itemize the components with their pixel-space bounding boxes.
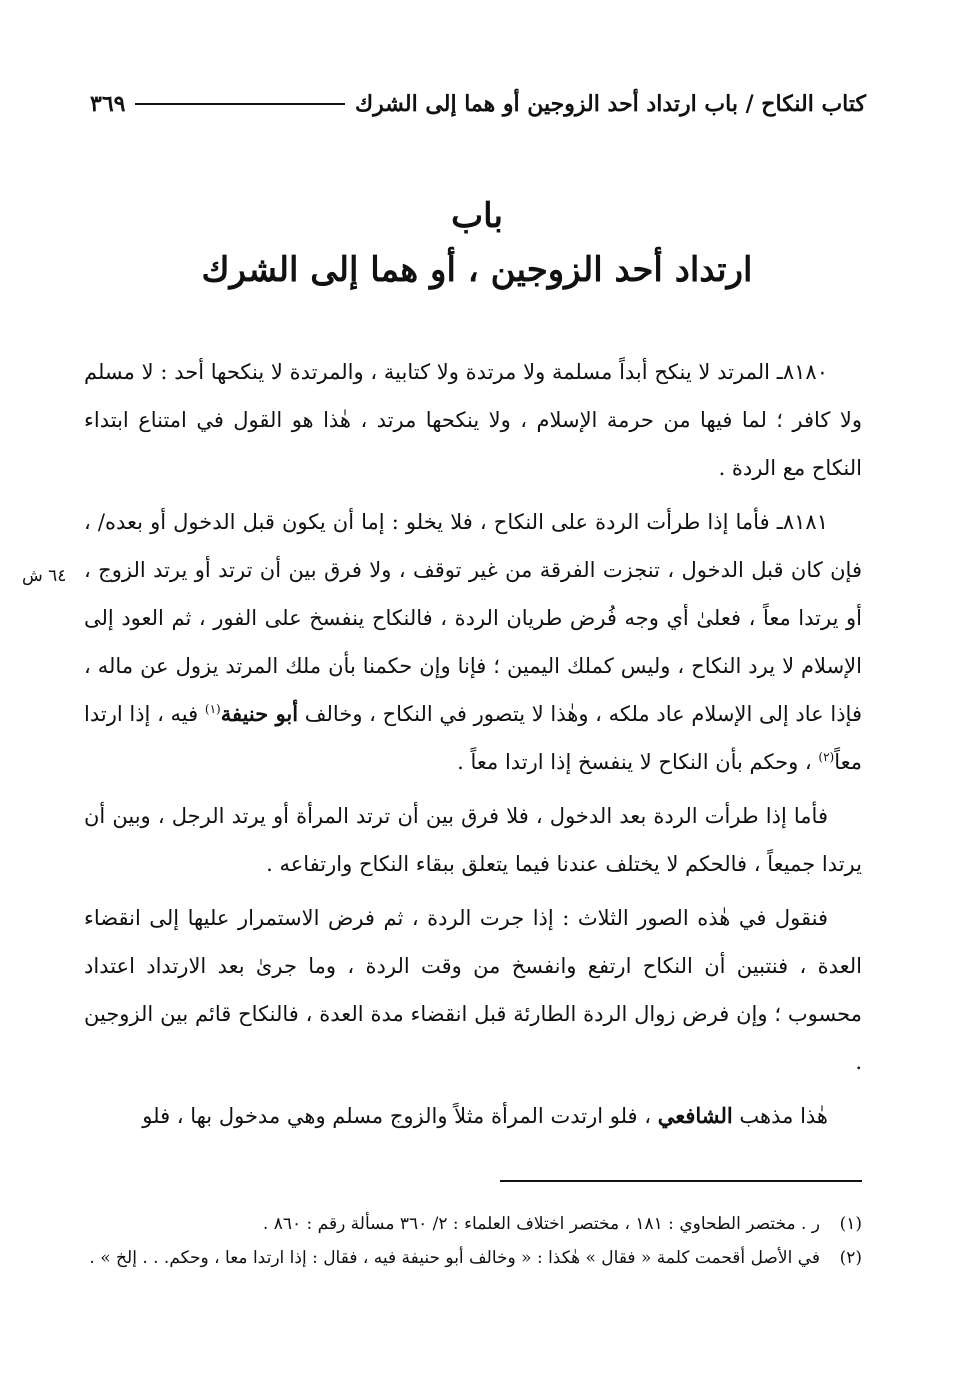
paragraph-8181 xyxy=(84,498,862,786)
paragraph-text: فيه ، إذا ارتدا معاً xyxy=(84,702,862,774)
margin-note: ٦٤ ش xyxy=(22,566,67,586)
scholar-name: الشافعي xyxy=(657,1103,733,1128)
chapter-label: باب xyxy=(451,196,503,236)
footnote-2 xyxy=(84,1242,862,1274)
paragraph-after-consummation: فأما إذا طرأت الردة بعد الدخول ، فلا فرق بين أن ترتد المرأة أو يرتد الرجل ، وبين أن يرتدا جميعاً ، فالحكم لا يختلف عندنا فيما يتعلق ببقاء النكاح وارتفاعه . xyxy=(84,804,862,876)
footnote-ref-2[interactable]: (٢) xyxy=(818,750,835,764)
scholar-name: أبو حنيفة xyxy=(220,701,299,726)
paragraph-shafii-doctrine xyxy=(84,1092,862,1140)
footnote-1 xyxy=(84,1208,862,1240)
body-text xyxy=(84,348,862,1146)
paragraph-8180: ٨١٨٠ـ المرتد لا ينكح أبداً مسلمة ولا مرتدة ولا كتابية ، والمرتدة لا ينكحها أحد : لا مسلم ولا كافر ؛ لما فيها من حرمة الإسلام ، ولا ينكحها مرتد ، هٰذا هو القول في امتناع ابتداء النكاح مع الردة . xyxy=(84,360,862,480)
footnotes xyxy=(84,1208,862,1276)
paragraph-text: هٰذا مذهب xyxy=(732,1104,828,1128)
footnote-rule xyxy=(500,1180,862,1182)
page-number: ٣٦٩ xyxy=(90,91,126,117)
footnote-number: (١) xyxy=(839,1214,862,1234)
running-header xyxy=(90,84,866,124)
running-header-title: كتاب النكاح / باب ارتداد أحد الزوجين أو هما إلى الشرك xyxy=(355,91,866,117)
chapter-title: ارتداد أحد الزوجين ، أو هما إلى الشرك xyxy=(201,250,753,290)
header-rule xyxy=(135,103,345,105)
paragraph-text: ، وحكم بأن النكاح لا ينفسخ إذا ارتدا معاً . xyxy=(457,750,819,774)
paragraph-three-cases: فنقول في هٰذه الصور الثلاث : إذا جرت الردة ، ثم فرض الاستمرار عليها إلى انقضاء العدة ، فنتبين أن النكاح ارتفع وانفسخ من وقت الردة ، وما جرىٰ بعد الارتداد اعتداد محسوب ؛ وإن فرض زوال الردة الطارئة قبل انقضاء مدة العدة ، فالنكاح قائم بين الزوجين . xyxy=(84,906,862,1074)
footnote-text: ر . مختصر الطحاوي : ١٨١ ، مختصر اختلاف العلماء : ٢/ ٣٦٠ مسألة رقم : ٨٦٠ . xyxy=(262,1214,820,1234)
paragraph-text: ، فلو ارتدت المرأة مثلاً والزوج مسلم وهي مدخول بها ، فلو xyxy=(142,1104,658,1128)
paragraph-text: ٨١٨١ـ فأما إذا طرأت الردة على النكاح ، فلا يخلو : إما أن يكون قبل الدخول أو بعده/ ، فإن كان قبل الدخول ، تنجزت الفرقة من غير توقف ، ولا فرق بين أن ترتد أو يرتد الزوج ، أو يرتدا معاً ، فعلىٰ أي وجه فُرض طريان الردة ، فالنكاح ينفسخ على الفور ، ثم العود إلى الإسلام لا يرد النكاح ، وليس كملك اليمين ؛ فإنا وإن حكمنا بأن ملك المرتد يزول عن ماله ، فإذا عاد إلى الإسلام عاد ملكه ، وهٰذا لا يتصور في النكاح ، وخالف xyxy=(84,510,863,726)
footnote-ref-1[interactable]: (١) xyxy=(204,702,221,716)
footnote-text: في الأصل أقحمت كلمة « فقال » هٰكذا : « وخالف أبو حنيفة فيه ، فقال : إذا ارتدا معا ، وحكم. . . إلخ » . xyxy=(89,1248,820,1268)
footnote-number: (٢) xyxy=(839,1248,862,1268)
